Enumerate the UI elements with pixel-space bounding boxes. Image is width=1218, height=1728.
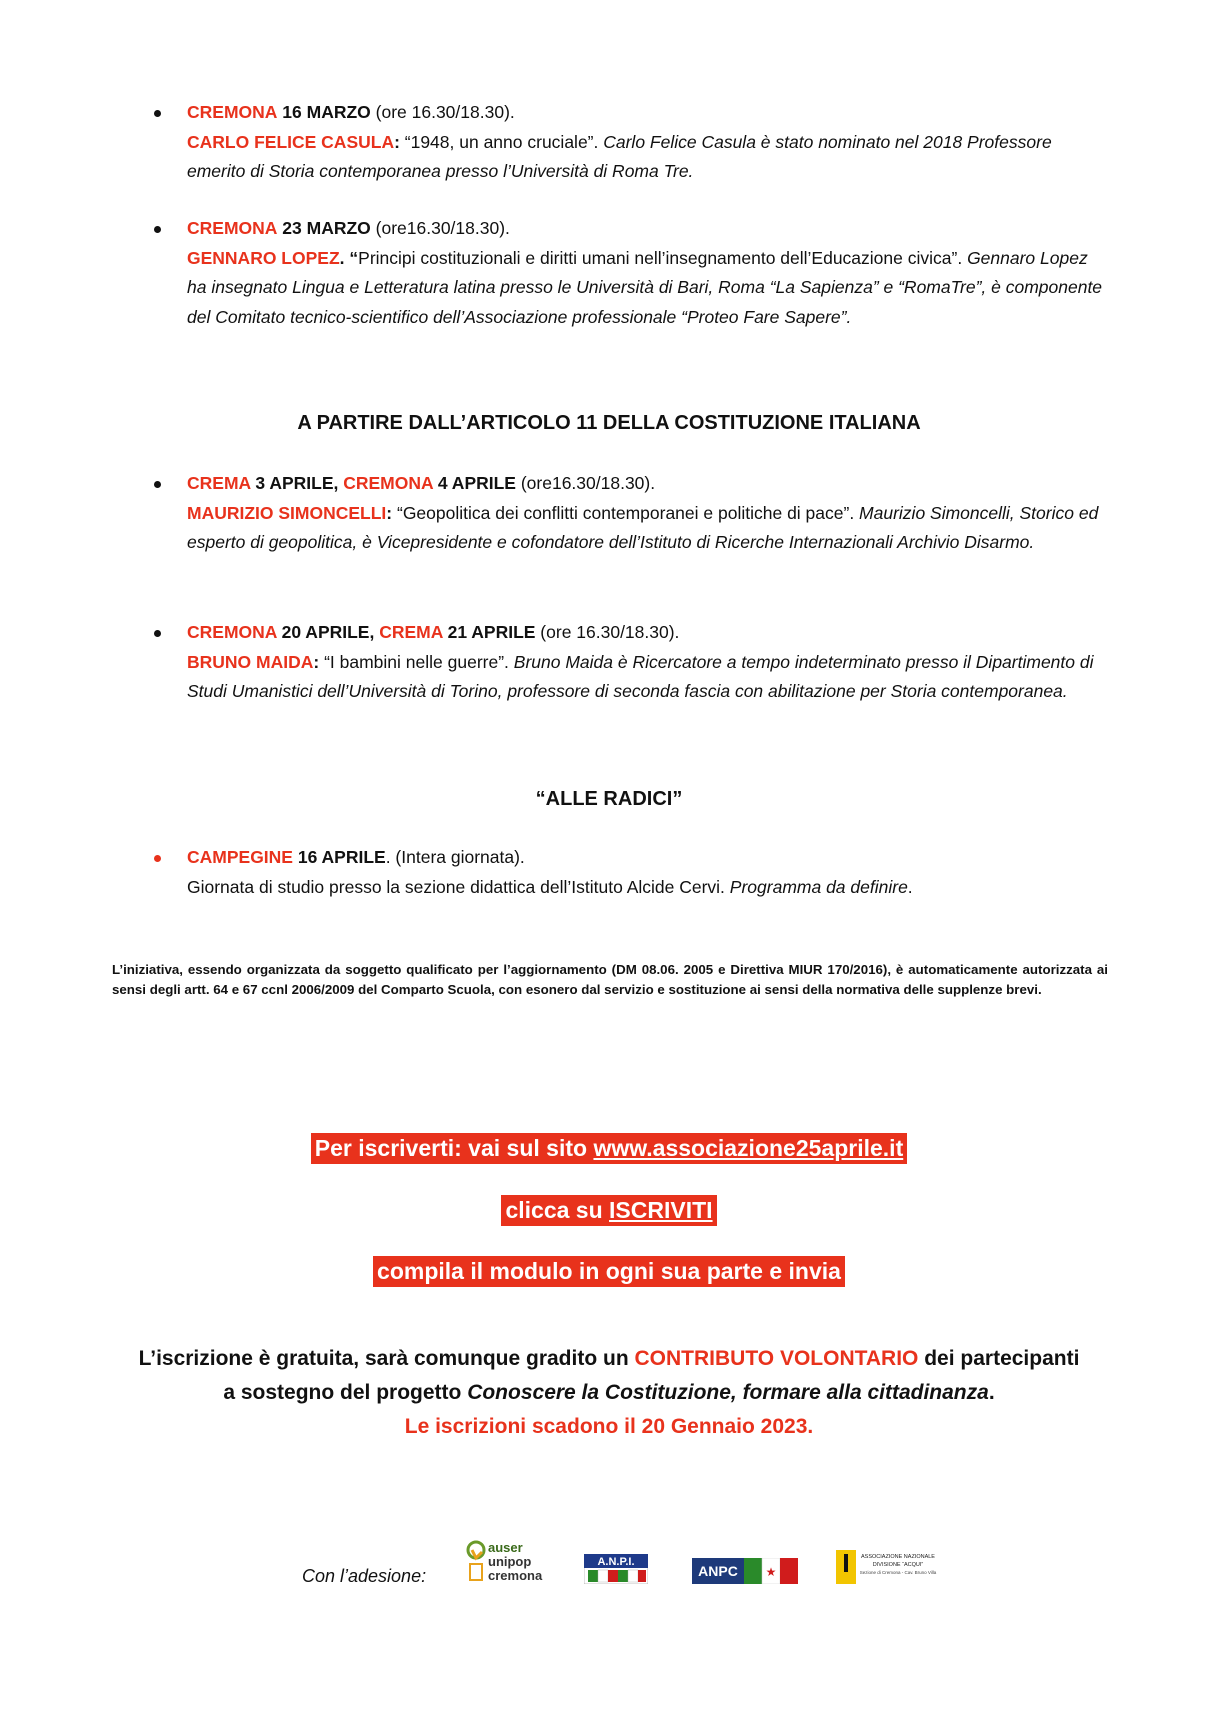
logo3-text: ANPC <box>698 1563 738 1579</box>
event-speaker: BRUNO MAIDA <box>187 651 314 672</box>
event-speaker: GENNARO LOPEZ <box>187 247 340 268</box>
logo4-line: Sezione di Cremona - Cav. Bruno Villa <box>859 1570 937 1575</box>
signup-line-2 <box>0 1195 1218 1226</box>
event-item <box>187 98 1107 187</box>
bullet-icon <box>154 110 161 117</box>
event-sep: . “ <box>339 247 359 268</box>
event-sep: : <box>394 131 400 152</box>
event-title: “I bambini nelle guerre”. <box>319 651 514 672</box>
closing-line-1: L’iscrizione è gratuita, sarà comunque gradito un CONTRIBUTO VOLONTARIO dei partecipanti <box>138 1347 1080 1370</box>
contribution-label: CONTRIBUTO VOLONTARIO <box>634 1347 919 1370</box>
logo2-text: A.N.P.I. <box>597 1556 635 1568</box>
project-name: Conoscere la Costituzione, formare alla cittadinanza <box>467 1381 989 1404</box>
signup-line-3 <box>0 1256 1218 1287</box>
signup-box: Per iscriverti: vai sul sito www.associazione25aprile.it <box>311 1133 907 1164</box>
event-item <box>187 843 1107 902</box>
logo4-line: ASSOCIAZIONE NAZIONALE <box>861 1554 935 1560</box>
bullet-icon <box>154 226 161 233</box>
signup-line-1 <box>0 1133 1218 1164</box>
event-place: CREMONA <box>343 473 433 493</box>
section-heading: A PARTIRE DALL’ARTICOLO 11 DELLA COSTITUZIONE ITALIANA <box>297 412 921 434</box>
signup-box: compila il modulo in ogni sua parte e invia <box>373 1256 845 1287</box>
event-sep: : <box>313 651 320 672</box>
event-item <box>187 214 1107 332</box>
event-desc-italic: Programma da definire <box>729 876 908 897</box>
acqui-division-logo <box>834 1548 944 1588</box>
event-time: (ore16.30/18.30). <box>515 473 656 493</box>
logo1-line: cremona <box>488 1568 543 1583</box>
event-time: . (Intera giornata). <box>385 847 525 867</box>
event-place: CAMPEGINE <box>187 847 293 867</box>
event-title: Principi costituzionali e diritti umani nell’insegnamento dell’Educazione civica”. <box>358 247 968 268</box>
event-bio: Maurizio Simoncelli, Storico ed esperto di geopolitica, è Vicepresidente e cofondatore dell’Istituto di Ricerche Internazionali Archivio Disarmo. <box>187 502 1099 552</box>
website-link[interactable]: www.associazione25aprile.it <box>593 1135 904 1161</box>
iscriviti-link[interactable]: ISCRIVITI <box>609 1197 713 1223</box>
logo4-line: DIVISIONE “ACQUI” <box>872 1562 924 1568</box>
event-place: CREMA <box>379 622 443 642</box>
anpi-logo <box>584 1554 648 1584</box>
legal-note: L’iniziativa, essendo organizzata da soggetto qualificato per l’aggiornamento (DM 08.06. 2005 e Direttiva MIUR 170/2016), è automaticamente autorizzata ai sensi degli artt. 64 e 67 ccnl 2006/2009 del Comparto Scuola, con esonero dal servizio e sostituzione ai sensi della normativa delle supplenze brevi. <box>112 962 1108 997</box>
event-date: 16 MARZO <box>282 102 371 122</box>
event-date: 4 APRILE <box>433 473 516 493</box>
logo1-line: unipop <box>488 1554 532 1569</box>
event-date: 23 MARZO <box>282 218 371 238</box>
event-time: (ore16.30/18.30). <box>370 218 510 238</box>
logo1-line: auser <box>488 1540 523 1555</box>
event-bio: Bruno Maida è Ricercatore a tempo indeterminato presso il Dipartimento di Studi Umanistici dell’Università di Torino, professore di seconda fascia con abilitazione per Storia contemporanea. <box>187 651 1094 701</box>
event-sep: : <box>386 502 393 523</box>
event-place: CREMONA <box>187 622 277 642</box>
bullet-icon <box>154 481 161 488</box>
signup-box: clicca su ISCRIVITI <box>501 1195 716 1226</box>
event-item <box>187 469 1107 558</box>
deadline: Le iscrizioni scadono il 20 Gennaio 2023. <box>404 1415 814 1438</box>
event-place: CREMONA <box>187 218 278 238</box>
event-bio: Carlo Felice Casula è stato nominato nel 2018 Professore emerito di Storia contemporanea presso l’Università di Roma Tre. <box>187 131 1052 181</box>
event-desc-end: . <box>907 876 913 897</box>
event-desc: Giornata di studio presso la sezione didattica dell’Istituto Alcide Cervi. <box>187 876 730 897</box>
event-place: CREMA <box>187 473 251 493</box>
event-item <box>187 618 1107 707</box>
event-title: “Geopolitica dei conflitti contemporanei e politiche di pace”. <box>392 502 860 523</box>
event-time: (ore 16.30/18.30). <box>535 622 680 642</box>
event-date: 21 APRILE <box>442 622 536 642</box>
anpc-logo <box>692 1558 798 1584</box>
adesione-label: Con l’adesione: <box>302 1566 427 1586</box>
event-speaker: CARLO FELICE CASULA <box>187 131 395 152</box>
section-heading: “ALLE RADICI” <box>535 788 683 810</box>
bullet-icon <box>154 630 161 637</box>
closing-line-2: a sostegno del progetto Conoscere la Costituzione, formare alla cittadinanza. <box>223 1381 995 1404</box>
event-date: 20 APRILE, <box>276 622 380 642</box>
event-title: “1948, un anno cruciale”. <box>399 131 604 152</box>
event-date: 16 APRILE <box>292 847 386 867</box>
auser-logo <box>466 1540 546 1588</box>
event-speaker: MAURIZIO SIMONCELLI <box>187 502 387 523</box>
svg-text:★: ★ <box>765 1565 777 1579</box>
bullet-icon <box>154 855 161 862</box>
event-bio: Gennaro Lopez ha insegnato Lingua e Letteratura latina presso le Università di Bari, Roma “La Sapienza” e “RomaTre”, è componente del Comitato tecnico-scientifico dell’Associazione professionale “Proteo Fare Sapere”. <box>187 247 1103 327</box>
event-place: CREMONA <box>187 102 278 122</box>
event-time: (ore 16.30/18.30). <box>370 102 515 122</box>
event-date: 3 APRILE, <box>250 473 344 493</box>
